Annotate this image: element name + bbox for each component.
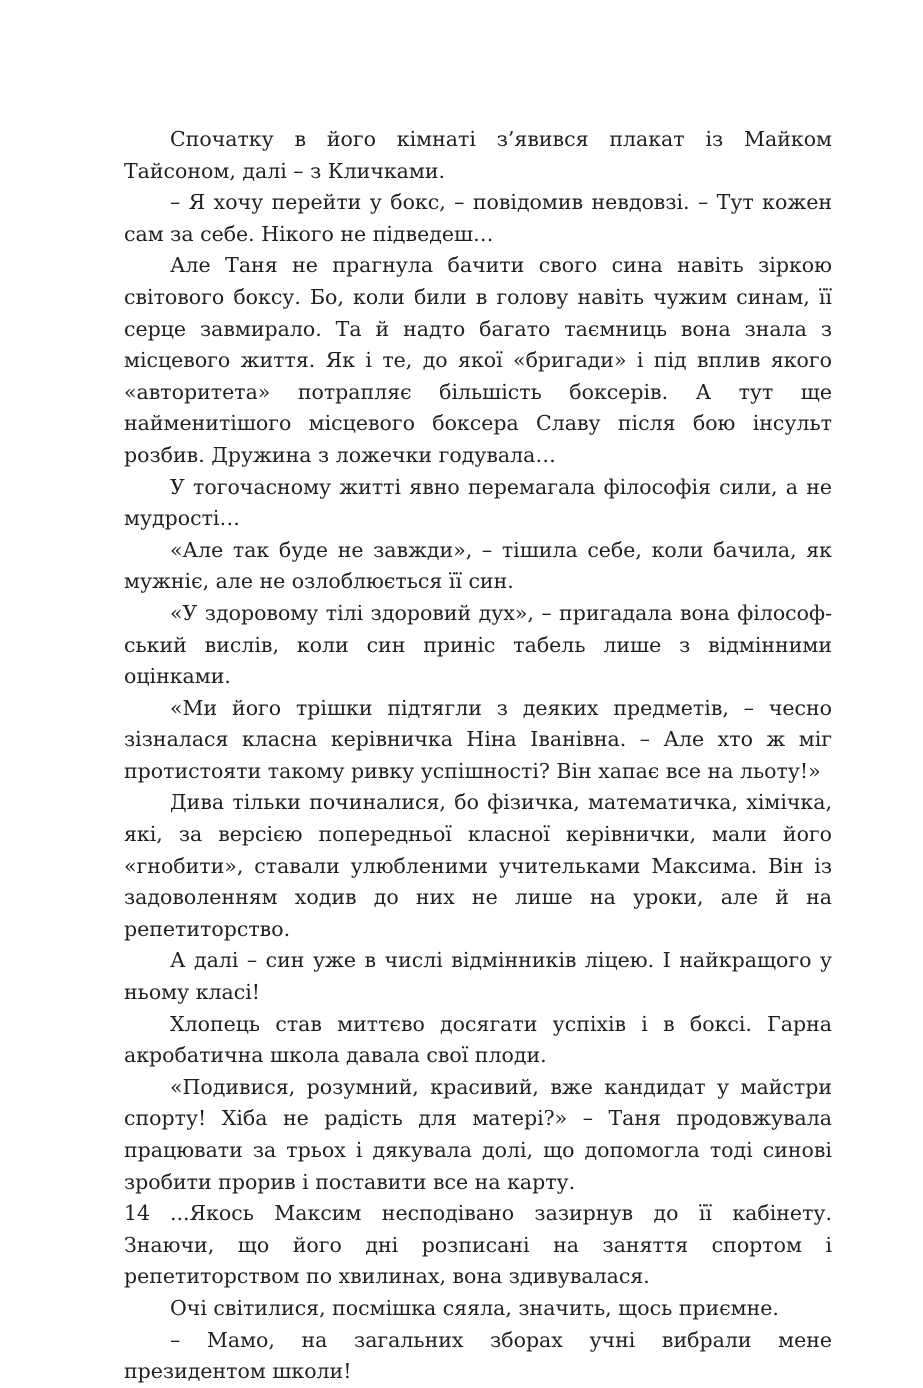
paragraph: Дива тільки починалися, бо фізичка, математичка, хімічка, які, за версією попередньої класної керівнички, мали його «гнобити», ставали улюбленими учительками Максима. Він із задоволенням ходив до них не лише на уроки, але й на репетиторство. (124, 790, 832, 941)
paragraph: Спочатку в його кімнаті з’явився плакат із Майком Тайсоном, далі – з Кличками. (124, 127, 832, 183)
paragraph: «Але так буде не завжди», – тішила себе, коли бачила, як мужніє, але не озлоблюється її син. (124, 537, 832, 594)
paragraph: У тогочасному житті явно перемагала філософія сили, а не мудрості… (124, 474, 832, 531)
paragraph: Хлопець став миттєво досягати успіхів і в боксі. Гарна акробатична школа давала свої плоди. (124, 1011, 832, 1068)
paragraph: – Я хочу перейти у бокс, – повідомив невдовзі. – Тут кожен сам за себе. Нікого не підведеш… (124, 190, 832, 246)
paragraph: «Ми його трішки підтягли з деяких предметів, – чесно зізналася класна керівничка Ніна Іванівна. – Але хто ж міг протистояти такому ривку успішності? Він хапає все на льоту!» (124, 695, 832, 783)
paragraph: ...Якось Максим несподівано зазирнув до її кабінету. Знаючи, що його дні розписані на заняття спортом і репетиторством по хвилинах, вона здивувалася. (124, 1201, 832, 1289)
paragraph: «У здоровому тілі здоровий дух», – пригадала вона філософський вислів, коли син приніс табель лише з відмінними оцінками. (124, 600, 832, 689)
body-text (124, 124, 832, 1388)
paragraph: Очі світилися, посмішка сяяла, значить, щось приємне. (170, 1295, 779, 1320)
paragraph: А далі – син уже в числі відмінників ліцею. І найкращого у ньому класі! (124, 948, 832, 1005)
page-number: 14 (124, 1201, 151, 1225)
paragraph: – Мамо, на загальних зборах учні вибрали мене президентом школи! (124, 1327, 832, 1384)
paragraph: Але Таня не прагнула бачити свого сина навіть зіркою світового боксу. Бо, коли били в голову навіть чужим синам, її серце завмирало. Та й надто багато таємниць вона знала з місцевого життя. Як і те, до якої «бригади» і під вплив якого «авторитета» потрапляє більшість боксерів. А тут ще найменитішого місцевого боксера Славу після бою інсульт розбив. Дружина з ложечки годувала… (124, 253, 832, 467)
paragraph: «Подивися, розумний, красивий, вже кандидат у майстри спорту! Хіба не радість для матері?» – Таня продовжувала працювати за трьох і дякувала долі, що допомогла тоді синові зробити прорив і поставити все на карту. (124, 1074, 832, 1194)
